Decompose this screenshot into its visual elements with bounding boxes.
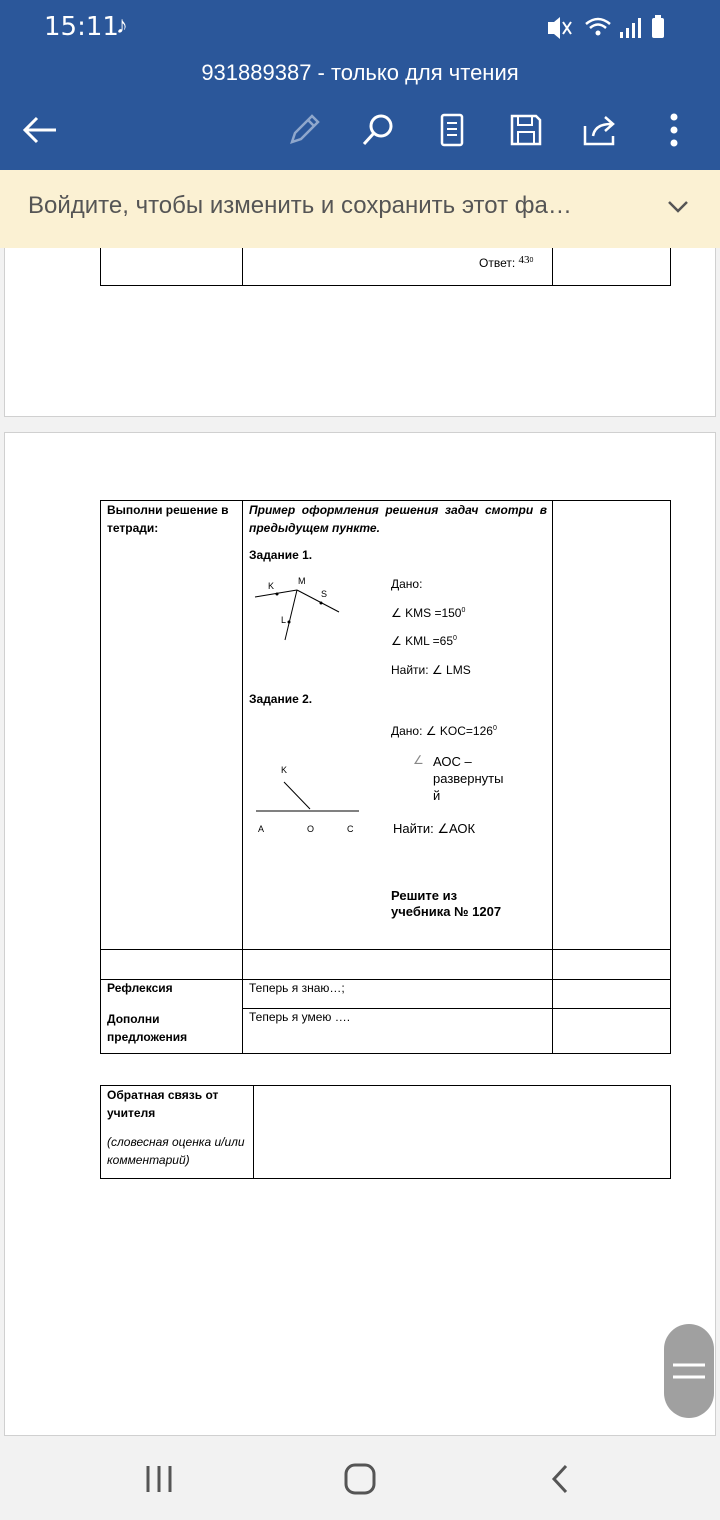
chevron-down-icon[interactable]: [666, 192, 690, 227]
music-note-icon: ♪: [116, 12, 128, 39]
table-divider: [552, 501, 553, 1053]
angle-icon: ∠: [413, 753, 424, 767]
more-vertical-icon[interactable]: [652, 108, 696, 152]
pencil-icon[interactable]: [282, 108, 326, 152]
task2-angle-diagram: [251, 759, 365, 839]
table-divider: [253, 1086, 254, 1178]
task1-find: Найти: ∠ LMS: [391, 663, 471, 677]
share-icon[interactable]: [578, 108, 622, 152]
task1-given-kml: ∠ KML $=65^0$: [391, 634, 457, 648]
angle-icon: ∠: [391, 606, 402, 620]
status-icons: [544, 14, 684, 48]
feedback-table: [100, 1085, 671, 1179]
task2-given: Дано: ∠ $KOC=126^0$: [391, 724, 497, 738]
arrow-left-icon[interactable]: [18, 108, 62, 152]
task1-given-kms: ∠ KMS $=150^0$: [391, 606, 466, 620]
angle-icon: ∠: [425, 724, 437, 738]
table-divider: [101, 979, 670, 980]
angle-icon: ∠: [437, 821, 449, 836]
back-nav-icon[interactable]: [546, 1462, 576, 1501]
document-page-2: [4, 432, 716, 1436]
feedback-sub: (словесная оценка и/или комментарий): [107, 1135, 245, 1167]
reflection-label: Рефлексия: [107, 981, 173, 995]
task1-title: Задание 1.: [249, 548, 313, 562]
search-icon[interactable]: [356, 108, 400, 152]
page1-table: [100, 248, 671, 286]
point-label-o: O: [307, 824, 315, 834]
point-label-k: K: [281, 765, 288, 775]
task2-title: Задание 2.: [249, 692, 313, 706]
table-divider: [242, 248, 243, 285]
point-label-l: L: [281, 615, 287, 625]
lesson-table: [100, 500, 671, 1054]
point-label-m: M: [298, 576, 306, 586]
table-divider: [552, 248, 553, 285]
answer-label: Ответ: $43^0$: [479, 254, 534, 270]
table-divider: [101, 949, 670, 950]
example-note: Пример оформления решения задач смотри в предыдущем пункте.: [249, 503, 547, 535]
task-instruction: Выполни решение в тетради:: [107, 503, 229, 535]
task2-find: Найти: ∠АОК: [393, 821, 476, 836]
point-label-a: A: [258, 824, 265, 834]
document-page-1: [4, 248, 716, 417]
app-toolbar: [0, 0, 720, 170]
status-indicators-icon: [544, 14, 684, 42]
table-divider: [552, 1008, 670, 1009]
point-label-s: S: [321, 589, 328, 599]
status-time: 15:11: [44, 12, 119, 42]
textbook-task: Решите из учебника № 1207: [391, 888, 502, 919]
task1-given-label: Дано:: [391, 577, 423, 591]
scroll-handle[interactable]: [664, 1324, 714, 1418]
reading-view-icon[interactable]: [430, 108, 474, 152]
complete-label: Дополни предложения: [107, 1012, 188, 1044]
sign-in-banner[interactable]: [0, 170, 720, 248]
save-icon[interactable]: [504, 108, 548, 152]
angle-icon: ∠: [391, 634, 402, 648]
document-title: 931889387 - только для чтения: [201, 60, 519, 85]
point-label-c: C: [347, 824, 354, 834]
task1-angle-diagram: [251, 575, 351, 645]
angle-icon: ∠: [431, 663, 443, 677]
feedback-label: Обратная связь от учителя: [107, 1088, 219, 1120]
task2-aoc: АОС – развернуты й: [433, 754, 504, 803]
home-icon[interactable]: [340, 1462, 380, 1501]
table-divider: [242, 501, 243, 1053]
complete-text: Теперь я умею ….: [249, 1010, 351, 1024]
banner-text: Войдите, чтобы изменить и сохранить этот фа…: [28, 192, 572, 219]
system-navigation-bar: [0, 1436, 720, 1520]
recent-apps-icon[interactable]: [140, 1462, 180, 1501]
reflection-text: Теперь я знаю…;: [249, 981, 345, 995]
point-label-k: K: [268, 581, 275, 591]
